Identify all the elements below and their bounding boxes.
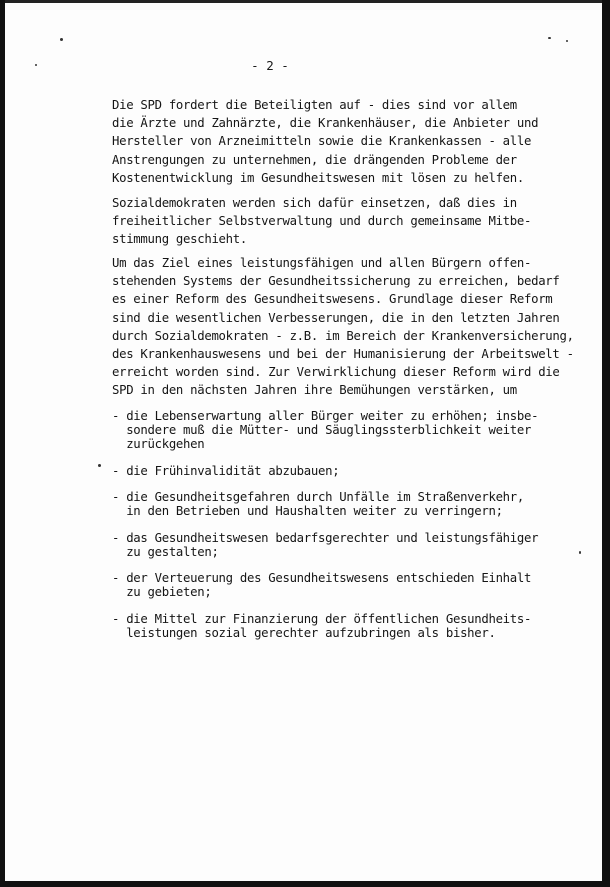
list-item	[112, 490, 562, 518]
list-line: zu gestalten;	[112, 544, 219, 559]
text-line: es einer Reform des Gesundheitswesens. Grundlage dieser Reform	[112, 292, 553, 307]
list-item	[112, 531, 562, 559]
list-item	[112, 409, 562, 451]
text-line: erreicht worden sind. Zur Verwirklichung dieser Reform wird die	[112, 365, 560, 380]
text-line: Um das Ziel eines leistungsfähigen und allen Bürgern offen-	[112, 256, 532, 270]
text-line: Sozialdemokraten werden sich dafür einsetzen, daß dies in	[112, 196, 517, 210]
text-line: Die SPD fordert die Beteiligten auf - dies sind vor allem	[112, 98, 517, 112]
paragraph-2	[112, 194, 562, 249]
text-line: die Ärzte und Zahnärzte, die Krankenhäuser, die Anbieter und	[112, 116, 539, 131]
list-line: - die Frühinvalidität abzubauen;	[112, 463, 340, 478]
paragraph-1	[112, 96, 562, 187]
scan-speck	[98, 464, 101, 467]
text-line: Kostenentwicklung im Gesundheitswesen mit lösen zu helfen.	[112, 170, 524, 185]
text-line: durch Sozialdemokraten - z.B. im Bereich der Krankenversicherung,	[112, 328, 574, 343]
paragraph-3	[112, 254, 574, 400]
text-line: stimmung geschieht.	[112, 232, 247, 247]
list-line: - die Lebenserwartung aller Bürger weiter zu erhöhen; insbe-	[112, 409, 539, 423]
list-line: zu gebieten;	[112, 585, 212, 599]
scan-speck	[566, 40, 568, 42]
text-line: Hersteller von Arzneimitteln sowie die Krankenkassen - alle	[112, 134, 532, 149]
scan-speck	[60, 38, 63, 41]
list-line: in den Betrieben und Haushalten weiter zu verringern;	[112, 504, 503, 518]
list-line: zurückgehen	[112, 437, 205, 451]
scan-border-right	[602, 0, 610, 887]
scan-border-top	[0, 0, 610, 3]
list-item	[112, 612, 562, 640]
scan-speck	[548, 37, 551, 39]
list-line: - die Gesundheitsgefahren durch Unfälle im Straßenverkehr,	[112, 490, 524, 504]
text-line: Anstrengungen zu unternehmen, die drängenden Probleme der	[112, 152, 517, 167]
list-line: leistungen sozial gerechter aufzubringen als bisher.	[112, 625, 496, 640]
list-line: - das Gesundheitswesen bedarfsgerechter und leistungsfähiger	[112, 530, 539, 545]
list-item	[112, 571, 562, 599]
page-number: - 2 -	[251, 58, 289, 73]
list-line: - die Mittel zur Finanzierung der öffentlichen Gesundheits-	[112, 611, 532, 626]
text-line: freiheitlicher Selbstverwaltung und durch gemeinsame Mitbe-	[112, 214, 532, 229]
list-line: sondere muß die Mütter- und Säuglingssterblichkeit weiter	[112, 423, 532, 437]
text-line: stehenden Systems der Gesundheitssicherung zu erreichen, bedarf	[112, 274, 560, 289]
scan-speck	[579, 551, 581, 554]
list-item	[112, 464, 562, 478]
goals-list	[112, 409, 562, 652]
text-line: sind die wesentlichen Verbesserungen, die in den letzten Jahren	[112, 310, 560, 325]
scan-border-bottom	[0, 881, 610, 887]
scan-border-left	[0, 0, 5, 887]
list-line: - der Verteuerung des Gesundheitswesens entschieden Einhalt	[112, 571, 532, 585]
text-line: SPD in den nächsten Jahren ihre Bemühungen verstärken, um	[112, 383, 517, 398]
text-line: des Krankenhauswesens und bei der Humanisierung der Arbeitswelt -	[112, 346, 574, 361]
